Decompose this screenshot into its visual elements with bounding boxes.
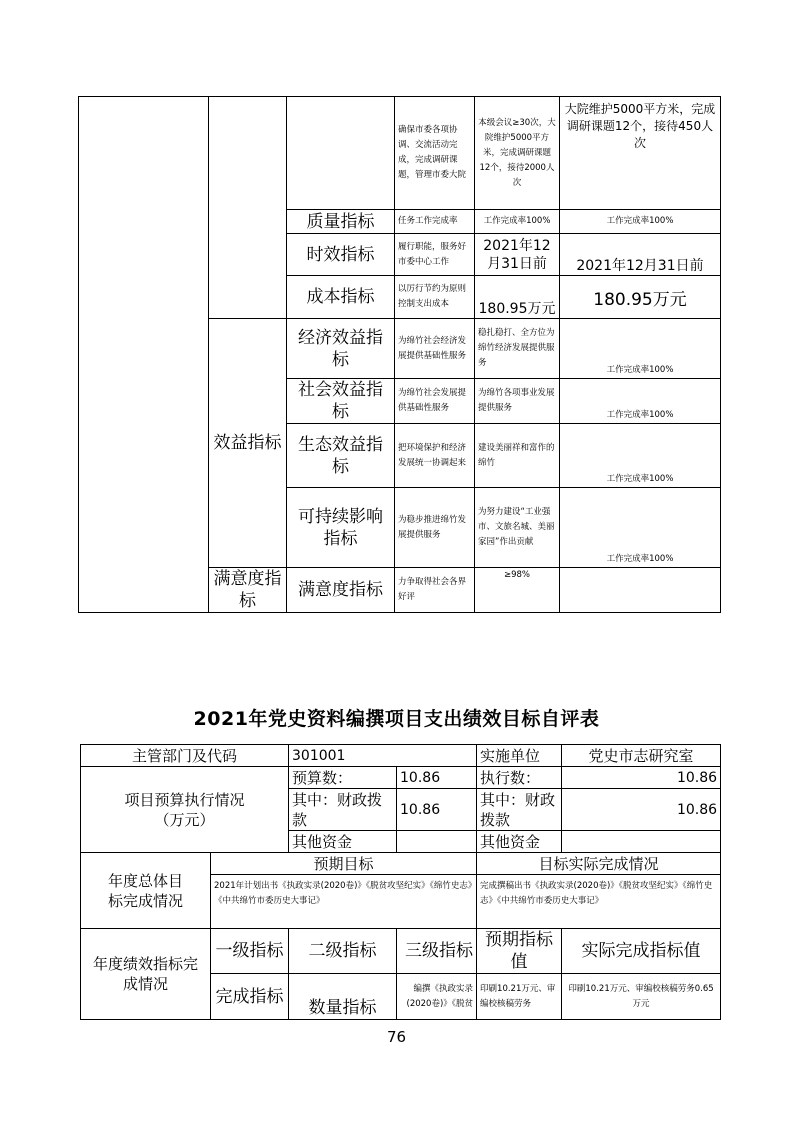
social-expected: 为绵竹各项事业发展提供服务 bbox=[475, 379, 560, 424]
actual-goal-label: 目标实际完成情况 bbox=[477, 853, 721, 875]
exec-count-label: 执行数： bbox=[477, 767, 562, 789]
ecological-actual: 工作完成率100% bbox=[560, 424, 721, 488]
social-content: 为绵竹社会发展提供基础性服务 bbox=[395, 379, 475, 424]
expected-goal-label: 预期目标 bbox=[211, 853, 477, 875]
quality-content: 任务工作完成率 bbox=[395, 210, 475, 234]
budget-label: 项目预算执行情况（万元） bbox=[81, 767, 289, 853]
other-funds-exec-label: 其他资金 bbox=[477, 831, 562, 853]
expected-goal-text: 2021年计划出书《执政实录(2020卷)》《脱贫攻坚纪实》《绵竹史志》《中共绵竹市委历史大事记》 bbox=[211, 875, 477, 929]
actual-value-header: 实际完成指标值 bbox=[562, 929, 721, 974]
other-funds-label: 其他资金 bbox=[289, 831, 397, 853]
sustainable-expected: 为努力建设“工业强市、文旅名城、美丽家园”作出贡献 bbox=[475, 488, 560, 568]
sustainable-content: 为稳步推进绵竹发展提供服务 bbox=[395, 488, 475, 568]
other-funds-budget bbox=[397, 831, 477, 853]
blank-first-column bbox=[79, 97, 209, 613]
dept-code: 301001 bbox=[289, 745, 477, 767]
self-evaluation-table bbox=[80, 744, 721, 1020]
ecological-label: 生态效益指标 bbox=[287, 424, 395, 488]
output-indicator: 完成指标 bbox=[211, 974, 289, 1020]
satisfaction-content: 力争取得社会各界好评 bbox=[395, 568, 475, 613]
target-actual-cell: 大院维护5000平方米，完成调研课题12个，接待450人次 bbox=[560, 97, 721, 210]
level1-header: 一级指标 bbox=[211, 929, 289, 974]
perf-indicator-label: 年度绩效指标完成情况 bbox=[81, 929, 211, 1020]
social-label: 社会效益指标 bbox=[287, 379, 395, 424]
impl-unit-label: 实施单位 bbox=[477, 745, 562, 767]
budget-count: 10.86 bbox=[397, 767, 477, 789]
quantity-indicator: 数量指标 bbox=[289, 974, 397, 1020]
budget-count-label: 预算数： bbox=[289, 767, 397, 789]
fiscal-budget-label: 其中：财政拨款 bbox=[289, 789, 397, 831]
performance-table-continued bbox=[78, 96, 721, 613]
level2-header: 二级指标 bbox=[289, 929, 397, 974]
ecological-expected: 建设美丽祥和富作的绵竹 bbox=[475, 424, 560, 488]
quantity-expected: 印刷10.21万元、审编校核稿劳务 bbox=[477, 974, 562, 1020]
timeliness-actual: 2021年12月31日前 bbox=[560, 234, 721, 276]
actual-goal-text: 完成撰稿出书《执政实录(2020卷)》《脱贫攻坚纪实》《绵竹史志》《中共绵竹市委历史大事记》 bbox=[477, 875, 721, 929]
cost-expected: 180.95万元 bbox=[475, 276, 560, 319]
satisfaction-actual bbox=[560, 568, 721, 613]
output-indicator-cell bbox=[209, 97, 287, 319]
quality-actual: 工作完成率100% bbox=[560, 210, 721, 234]
annual-goal-label: 年度总体目标完成情况 bbox=[81, 853, 211, 929]
benefit-indicator-label: 效益指标 bbox=[209, 319, 287, 568]
economic-expected: 稳扎稳打、全方位为绵竹经济发展提供服务 bbox=[475, 319, 560, 379]
timeliness-expected: 2021年12月31日前 bbox=[475, 234, 560, 276]
fiscal-budget: 10.86 bbox=[397, 789, 477, 831]
table-title: 2021年党史资料编撰项目支出绩效目标自评表 bbox=[193, 708, 600, 730]
quality-expected: 工作完成率100% bbox=[475, 210, 560, 234]
sustainable-actual: 工作完成率100% bbox=[560, 488, 721, 568]
fiscal-exec-label: 其中：财政拨款 bbox=[477, 789, 562, 831]
economic-content: 为绵竹社会经济发展提供基础性服务 bbox=[395, 319, 475, 379]
satisfaction-expected: ≥98% bbox=[475, 568, 560, 613]
quantity-indicator-cell bbox=[287, 97, 395, 210]
expected-value-header: 预期指标值 bbox=[477, 929, 562, 974]
economic-actual: 工作完成率100% bbox=[560, 319, 721, 379]
social-actual: 工作完成率100% bbox=[560, 379, 721, 424]
target-content-cell: 确保市委各项协调、交流活动完成，完成调研课题，管理市委大院 bbox=[395, 97, 475, 210]
timeliness-indicator-label: 时效指标 bbox=[287, 234, 395, 276]
other-funds-exec bbox=[562, 831, 721, 853]
ecological-content: 把环境保护和经济发展统一协调起来 bbox=[395, 424, 475, 488]
fiscal-exec: 10.86 bbox=[562, 789, 721, 831]
sustainable-label: 可持续影响指标 bbox=[287, 488, 395, 568]
quantity-content: 编撰《执政实录(2020卷)》《脱贫 bbox=[397, 974, 477, 1020]
level3-header: 三级指标 bbox=[397, 929, 477, 974]
cost-actual: 180.95万元 bbox=[560, 276, 721, 319]
cost-indicator-label: 成本指标 bbox=[287, 276, 395, 319]
page-number: 76 bbox=[386, 1028, 407, 1046]
quantity-actual: 印刷10.21万元、审编校核稿劳务0.65万元 bbox=[562, 974, 721, 1020]
cost-content: 以厉行节约为原则控制支出成本 bbox=[395, 276, 475, 319]
exec-count: 10.86 bbox=[562, 767, 721, 789]
impl-unit: 党史市志研究室 bbox=[562, 745, 721, 767]
quality-indicator-label: 质量指标 bbox=[287, 210, 395, 234]
satisfaction-indicator-label: 满意度指标 bbox=[209, 568, 287, 613]
satisfaction-sub-label: 满意度指标 bbox=[287, 568, 395, 613]
target-expected-cell: 本级会议≥30次，大院维护5000平方米，完成调研课题12个，接待2000人次 bbox=[475, 97, 560, 210]
dept-label: 主管部门及代码 bbox=[81, 745, 289, 767]
economic-label: 经济效益指标 bbox=[287, 319, 395, 379]
timeliness-content: 履行职能，服务好市委中心工作 bbox=[395, 234, 475, 276]
